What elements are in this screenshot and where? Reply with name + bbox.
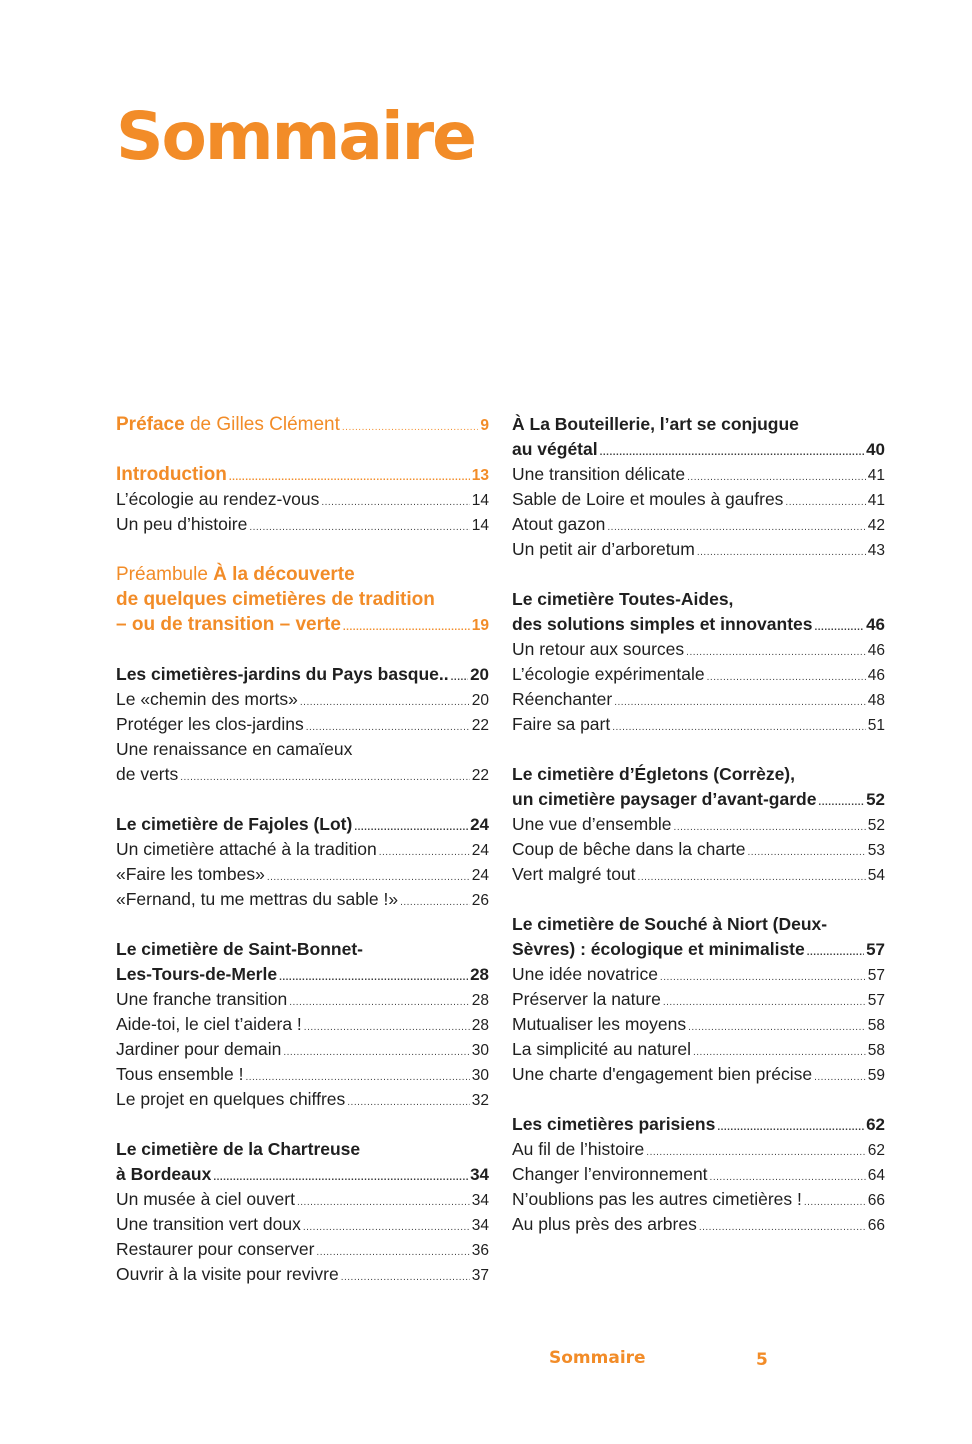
dot-leader	[321, 490, 469, 515]
toc-entry[interactable]	[116, 962, 489, 987]
toc-section-preambule	[116, 562, 489, 637]
entry-label: Mutualiser les moyens	[512, 1014, 687, 1034]
entry-label: Aide-toi, le ciel t’aidera !	[116, 1014, 302, 1034]
toc-entry[interactable]	[116, 837, 489, 862]
page-number: 57	[867, 967, 885, 984]
toc-entry[interactable]	[512, 487, 885, 512]
page-number: 34	[470, 1165, 489, 1184]
entry-label: Coup de bêche dans la charte	[512, 839, 746, 859]
preambule-line	[116, 562, 489, 587]
dot-leader	[785, 490, 865, 515]
toc-entry[interactable]	[512, 937, 885, 962]
toc-entry[interactable]	[116, 512, 489, 537]
entry-label: Au plus près des arbres	[512, 1214, 697, 1234]
dot-leader	[283, 1040, 469, 1065]
page-number: 52	[866, 790, 885, 809]
dot-leader	[297, 1190, 470, 1215]
toc-entry[interactable]	[116, 1162, 489, 1187]
page-number: 24	[470, 815, 489, 834]
folio-page-number: 5	[756, 1350, 768, 1370]
dot-leader	[342, 415, 478, 440]
toc-entry[interactable]	[512, 712, 885, 737]
toc-entry[interactable]	[512, 812, 885, 837]
toc-entry[interactable]	[116, 862, 489, 887]
page-number: 32	[471, 1092, 489, 1109]
entry-label: N’oublions pas les autres cimetières !	[512, 1189, 802, 1209]
entry-label: Changer l’environnement	[512, 1164, 708, 1184]
entry-label: Au fil de l’histoire	[512, 1139, 645, 1159]
dot-leader	[341, 1265, 470, 1290]
toc-entry[interactable]	[116, 1087, 489, 1112]
section-title: Le cimetière Toutes-Aides,	[512, 589, 734, 609]
entry-label: de verts	[116, 764, 179, 784]
toc-entry[interactable]	[512, 1212, 885, 1237]
toc-entry[interactable]	[116, 1062, 489, 1087]
dot-leader	[300, 690, 470, 715]
dot-leader	[686, 640, 866, 665]
entry-label: Ouvrir à la visite pour revivre	[116, 1264, 339, 1284]
running-footer-title: Sommaire	[549, 1348, 646, 1368]
toc-entry[interactable]	[116, 462, 489, 487]
dot-leader	[316, 1240, 469, 1265]
toc-entry[interactable]	[512, 1012, 885, 1037]
toc-entry[interactable]	[116, 687, 489, 712]
section-title: Le cimetière de Souché à Niort (Deux-	[512, 914, 828, 934]
toc-entry[interactable]	[116, 712, 489, 737]
dot-leader	[400, 890, 470, 915]
dot-leader	[180, 765, 470, 790]
entry-label: Tous ensemble !	[116, 1064, 244, 1084]
toc-section-chartreuse	[116, 1137, 489, 1287]
page-number: 52	[867, 817, 885, 834]
entry-label: Une transition délicate	[512, 464, 686, 484]
page-number: 42	[867, 517, 885, 534]
preambule-prefix: Préambule	[116, 564, 208, 585]
page-number: 14	[471, 492, 489, 509]
page-number: 19	[471, 617, 489, 634]
page-number: 46	[867, 667, 885, 684]
toc-entry[interactable]	[116, 1037, 489, 1062]
dot-leader	[688, 1015, 866, 1040]
section-title: un cimetière paysager d’avant-garde	[512, 789, 817, 809]
entry-label: Faire sa part	[512, 714, 611, 734]
section-title: des solutions simples et innovantes	[512, 614, 813, 634]
page-number: 20	[470, 665, 489, 684]
dot-leader	[289, 990, 470, 1015]
page-number: 57	[866, 940, 885, 959]
toc-entry[interactable]	[512, 1137, 885, 1162]
section-title: Les cimetières parisiens	[512, 1114, 716, 1134]
page-number: 34	[471, 1217, 489, 1234]
page-title: Sommaire	[116, 98, 475, 175]
entry-label: Une renaissance en camaïeux	[116, 739, 353, 759]
page-number: 24	[471, 867, 489, 884]
page-number: 64	[867, 1167, 885, 1184]
page-number: 36	[471, 1242, 489, 1259]
page-number: 22	[471, 717, 489, 734]
entry-label: Un cimetière attaché à la tradition	[116, 839, 377, 859]
toc-entry[interactable]	[116, 662, 489, 687]
entry-label: Protéger les clos-jardins	[116, 714, 304, 734]
toc-entry[interactable]	[512, 512, 885, 537]
toc-entry[interactable]	[512, 1112, 885, 1137]
dot-leader	[249, 515, 469, 540]
page-number: 58	[867, 1017, 885, 1034]
section-title: Le cimetière de Fajoles (Lot)	[116, 814, 353, 834]
entry-label: Une transition vert doux	[116, 1214, 301, 1234]
dot-leader	[807, 940, 864, 965]
entry-label: Le projet en quelques chiffres	[116, 1089, 346, 1109]
section-title: Le cimetière d’Égletons (Corrèze),	[512, 764, 795, 784]
dot-leader	[814, 1065, 866, 1090]
toc-entry[interactable]	[512, 537, 885, 562]
toc-entry[interactable]	[512, 462, 885, 487]
entry-label: Restaurer pour conserver	[116, 1239, 315, 1259]
page-number: 41	[867, 492, 885, 509]
page-number: 22	[471, 767, 489, 784]
toc-entry[interactable]	[512, 687, 885, 712]
toc-entry[interactable]	[116, 812, 489, 837]
toc-entry[interactable]	[116, 987, 489, 1012]
dot-leader	[379, 840, 470, 865]
entry-label: La simplicité au naturel	[512, 1039, 691, 1059]
entry-label: Atout gazon	[512, 514, 606, 534]
section-title: Les-Tours-de-Merle	[116, 964, 278, 984]
entry-label: Un petit air d’arboretum	[512, 539, 695, 559]
page-number: 20	[471, 692, 489, 709]
page-number: 54	[867, 867, 885, 884]
entry-label: Jardiner pour demain	[116, 1039, 282, 1059]
dot-leader	[804, 1190, 866, 1215]
toc-entry[interactable]	[116, 1237, 489, 1262]
page-number: 28	[470, 965, 489, 984]
toc-section-fajoles	[116, 812, 489, 912]
page-number: 40	[866, 440, 885, 459]
preface-author: de Gilles Clément	[189, 414, 340, 435]
dot-leader	[717, 1115, 864, 1140]
entry-label: Un musée à ciel ouvert	[116, 1189, 295, 1209]
section-title: À La Bouteillerie, l’art se conjugue	[512, 414, 799, 434]
dot-leader	[699, 1215, 866, 1240]
section-title: – ou de transition – verte	[116, 614, 341, 635]
toc-entry[interactable]	[512, 662, 885, 687]
toc-left-column	[116, 412, 489, 1312]
page-number: 66	[867, 1217, 885, 1234]
entry-label: Une franche transition	[116, 989, 288, 1009]
section-title: Sèvres) : écologique et minimaliste	[512, 939, 805, 959]
section-title: Le cimetière de Saint-Bonnet-	[116, 939, 363, 959]
page-number: 62	[866, 1115, 885, 1134]
toc-entry[interactable]	[512, 1187, 885, 1212]
entry-label: Un peu d’histoire	[116, 514, 248, 534]
toc-entry[interactable]	[512, 1037, 885, 1062]
toc-entry[interactable]	[116, 487, 489, 512]
toc-entry[interactable]	[512, 437, 885, 462]
page-number: 58	[867, 1042, 885, 1059]
page-number: 30	[471, 1042, 489, 1059]
toc-section-saint-bonnet	[116, 937, 489, 1112]
dot-leader	[660, 965, 866, 990]
entry-label: «Fernand, tu me mettras du sable !»	[116, 889, 399, 909]
page-number: 14	[471, 517, 489, 534]
page-number: 51	[867, 717, 885, 734]
dot-leader	[614, 690, 866, 715]
toc-entry[interactable]	[116, 1012, 489, 1037]
entry-label: Vert malgré tout	[512, 864, 636, 884]
section-title: au végétal	[512, 439, 598, 459]
toc-entry[interactable]	[116, 412, 489, 437]
dot-leader	[304, 1015, 470, 1040]
toc-entry[interactable]	[512, 637, 885, 662]
toc-entry[interactable]	[116, 1187, 489, 1212]
toc-right-column	[512, 412, 885, 1262]
dot-leader	[663, 990, 866, 1015]
page-number: 34	[471, 1192, 489, 1209]
toc-entry[interactable]	[512, 1062, 885, 1087]
toc-section-parisiens	[512, 1112, 885, 1237]
page-number: 66	[867, 1192, 885, 1209]
page-number: 13	[471, 467, 489, 484]
page-number: 37	[471, 1267, 489, 1284]
page-number: 62	[867, 1142, 885, 1159]
toc-section-introduction	[116, 462, 489, 537]
entry-label: L’écologie au rendez-vous	[116, 489, 320, 509]
dot-leader	[818, 790, 864, 815]
page-number: 53	[867, 842, 885, 859]
page-number: 57	[867, 992, 885, 1009]
toc-section-toutes-aides	[512, 587, 885, 737]
entry-label: Préserver la nature	[512, 989, 661, 1009]
dot-leader	[343, 615, 470, 640]
dot-leader	[707, 665, 866, 690]
section-title: à Bordeaux	[116, 1164, 212, 1184]
dot-leader	[748, 840, 866, 865]
dot-leader	[279, 965, 468, 990]
toc-section-egletons	[512, 762, 885, 887]
toc-entry[interactable]	[512, 862, 885, 887]
entry-label: Une charte d'engagement bien précise	[512, 1064, 813, 1084]
preface-label: Préface	[116, 414, 185, 435]
page-number: 48	[867, 692, 885, 709]
entry-label: Une vue d’ensemble	[512, 814, 672, 834]
entry-label: «Faire les tombes»	[116, 864, 265, 884]
entry-label: Un retour aux sources	[512, 639, 685, 659]
toc-entry[interactable]	[116, 1262, 489, 1287]
page-number: 43	[867, 542, 885, 559]
page-number: 46	[866, 615, 885, 634]
preambule-line: de quelques cimetières de tradition	[116, 589, 435, 610]
page-number: 28	[471, 1017, 489, 1034]
toc-entry[interactable]	[116, 1212, 489, 1237]
dot-leader	[638, 865, 866, 890]
toc-entry[interactable]	[512, 837, 885, 862]
page-number: 9	[480, 417, 489, 434]
entry-label: Une idée novatrice	[512, 964, 658, 984]
section-title: Les cimetières-jardins du Pays basque..	[116, 664, 449, 684]
toc-section-bouteillerie	[512, 412, 885, 562]
toc-section-pays-basque	[116, 662, 489, 787]
page-number: 41	[867, 467, 885, 484]
toc-entry[interactable]	[512, 612, 885, 637]
page-number: 28	[471, 992, 489, 1009]
dot-leader	[697, 540, 866, 565]
entry-label: Le «chemin des morts»	[116, 689, 298, 709]
dot-leader	[347, 1090, 469, 1115]
toc-entry[interactable]	[116, 762, 489, 787]
entry-label: L’écologie expérimentale	[512, 664, 705, 684]
page-number: 46	[867, 642, 885, 659]
section-title: Introduction	[116, 464, 227, 485]
toc-entry[interactable]	[116, 887, 489, 912]
section-title: Le cimetière de la Chartreuse	[116, 1139, 361, 1159]
toc-entry[interactable]	[512, 987, 885, 1012]
page-number: 30	[471, 1067, 489, 1084]
dot-leader	[451, 665, 468, 690]
toc-entry[interactable]	[512, 1162, 885, 1187]
dot-leader	[612, 715, 866, 740]
dot-leader	[303, 1215, 470, 1240]
entry-label: Sable de Loire et moules à gaufres	[512, 489, 784, 509]
page-number: 26	[471, 892, 489, 909]
toc-entry[interactable]	[512, 962, 885, 987]
preambule-title: À la découverte	[213, 564, 355, 585]
entry-label: Réenchanter	[512, 689, 613, 709]
page-number: 59	[867, 1067, 885, 1084]
toc-section-souche	[512, 912, 885, 1087]
dot-leader	[815, 615, 865, 640]
page-number: 24	[471, 842, 489, 859]
toc-section-preface	[116, 412, 489, 437]
toc-entry[interactable]	[512, 787, 885, 812]
toc-entry[interactable]	[116, 612, 489, 637]
